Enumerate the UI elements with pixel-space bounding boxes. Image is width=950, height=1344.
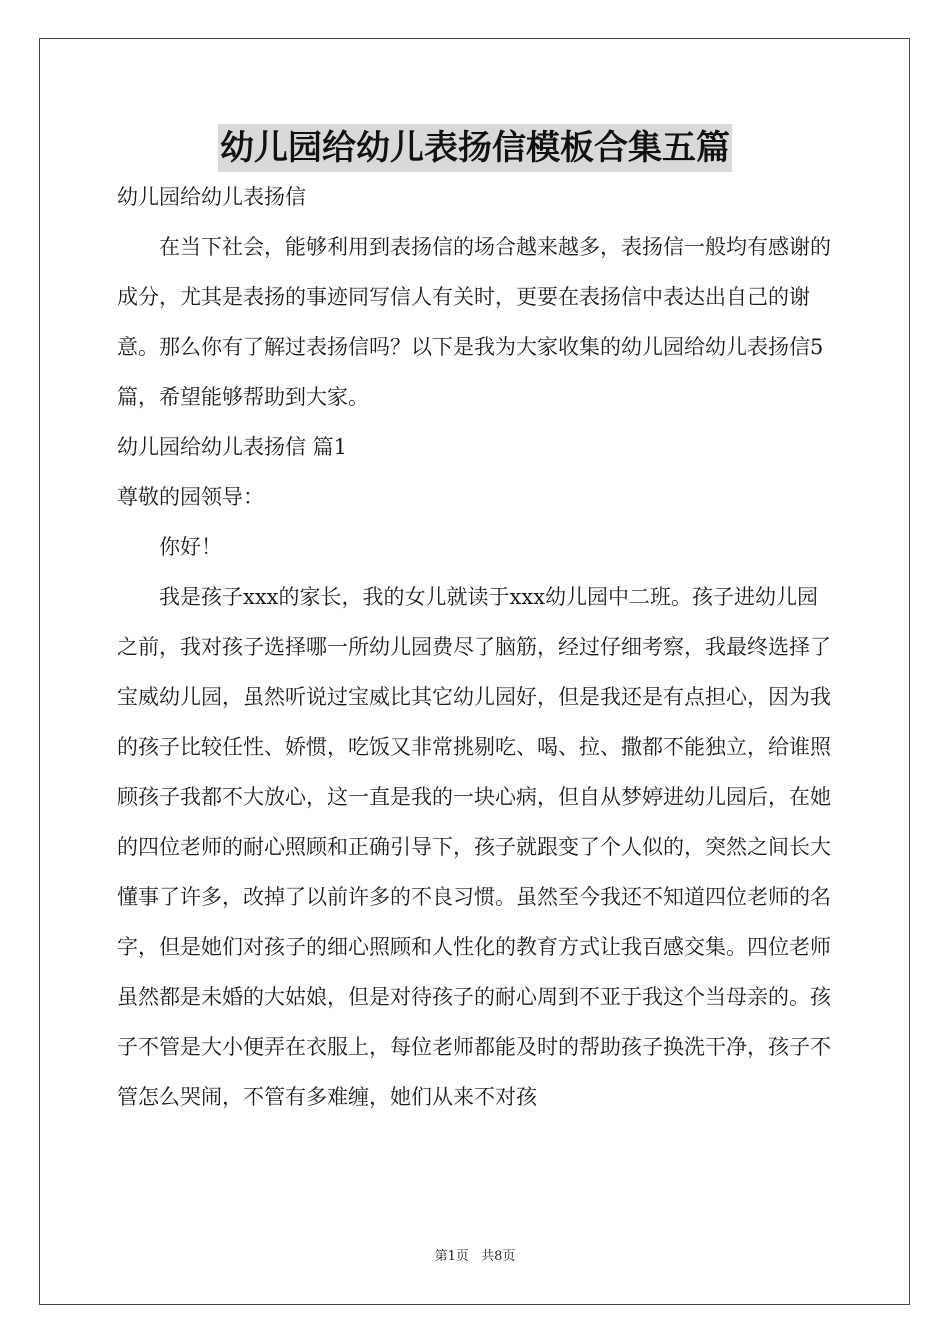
section-heading: 幼儿园给幼儿表扬信 bbox=[117, 185, 306, 209]
page-number: 第1页 bbox=[434, 1249, 469, 1264]
page-total: 共8页 bbox=[481, 1249, 516, 1264]
document-body bbox=[117, 172, 833, 1122]
title-container bbox=[0, 124, 950, 172]
letter-body-paragraph: 我是孩子xxx的家长，我的女儿就读于xxx幼儿园中二班。孩子进幼儿园之前，我对孩子选择哪一所幼儿园费尽了脑筋，经过仔细考察，我最终选择了宝威幼儿园，虽然听说过宝威比其它幼儿园好，但是我还是有点担心，因为我的孩子比较任性、娇惯，吃饭又非常挑剔吃、喝、拉、撒都不能独立，给谁照顾孩子我都不大放心，这一直是我的一块心病，但自从梦婷进幼儿园后，在她的四位老师的耐心照顾和正确引导下，孩子就跟变了个人似的，突然之间长大懂事了许多，改掉了以前许多的不良习惯。虽然至今我还不知道四位老师的名字，但是她们对孩子的细心照顾和人性化的教育方式让我百感交集。四位老师虽然都是未婚的大姑娘，但是对待孩子的耐心周到不亚于我这个当母亲的。孩子不管是大小便弄在衣服上，每位老师都能及时的帮助孩子换洗干净，孩子不管怎么哭闹，不管有多难缠，她们从来不对孩 bbox=[117, 585, 831, 1109]
letter-salutation: 尊敬的园领导： bbox=[117, 485, 264, 509]
page-footer bbox=[0, 1245, 950, 1264]
letter-heading: 幼儿园给幼儿表扬信 篇1 bbox=[117, 435, 348, 459]
document-title: 幼儿园给幼儿表扬信模板合集五篇 bbox=[218, 124, 732, 172]
letter-greeting: 你好！ bbox=[159, 535, 222, 559]
intro-paragraph: 在当下社会，能够利用到表扬信的场合越来越多，表扬信一般均有感谢的成分，尤其是表扬的事迹同写信人有关时，更要在表扬信中表达出自己的谢意。那么你有了解过表扬信吗？以下是我为大家收集的幼儿园给幼儿表扬信5篇，希望能够帮助到大家。 bbox=[117, 235, 831, 409]
